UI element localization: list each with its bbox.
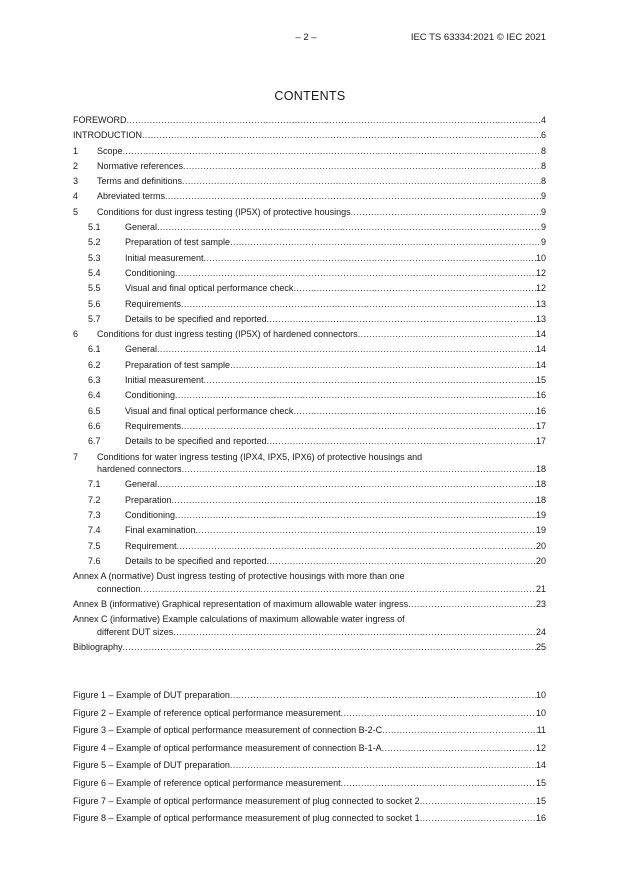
dot-leader [175,389,536,402]
entry-title: Requirement [125,540,177,551]
toc-line [73,478,546,491]
page-number: 14 [535,359,546,370]
toc-entry[interactable] [73,145,546,158]
dot-leader [196,524,536,537]
entry-title: Preparation of test sample [125,237,231,248]
entry-title: Normative references [97,160,184,171]
entry-title-continuation: different DUT sizes [97,626,174,637]
toc-entry[interactable] [73,267,546,280]
toc-line [73,759,546,772]
entry-title: Conditioning [125,267,176,278]
dot-leader [341,777,536,790]
section-number: 7.4 [88,525,101,536]
toc-line [73,145,546,158]
toc-entry[interactable] [73,570,546,595]
toc-line [73,509,546,522]
toc-entry[interactable] [73,494,546,507]
dot-leader [123,145,541,158]
entry-title: Figure 5 – Example of DUT preparation [73,760,230,771]
entry-title: Figure 2 – Example of reference optical performance measurement [73,707,341,718]
toc-entry[interactable] [73,540,546,553]
toc-line [73,114,546,127]
dot-leader [172,494,536,507]
toc-line [73,689,546,702]
entry-title: Details to be specified and reported [125,436,267,447]
dot-leader [175,509,536,522]
section-number: 6.5 [88,405,101,416]
toc-entry[interactable] [73,129,546,142]
toc-entry[interactable] [73,777,546,790]
dot-leader [157,343,536,356]
entry-title: Bibliography [73,642,123,652]
toc-line [73,298,546,311]
toc-entry[interactable] [73,206,546,219]
section-number: 6.2 [88,359,101,370]
toc-line [73,267,546,280]
dot-leader [141,583,536,596]
dot-leader [267,435,536,448]
page-number: 25 [535,642,546,652]
dot-leader [230,759,536,772]
toc-line [73,598,546,611]
entry-title: Abreviated terms [97,191,166,202]
dot-leader [204,252,536,265]
page-number: 16 [535,813,546,824]
toc-line [73,389,546,402]
toc-line-continuation [73,463,546,476]
toc-line [73,613,546,626]
section-number: 7.5 [88,540,101,551]
section-number: 5.1 [88,222,101,233]
dot-leader [173,626,536,639]
entry-title: Conditioning [125,390,176,401]
page-number: 15 [535,375,546,386]
toc-entry[interactable] [73,374,546,387]
page-number: 9 [540,222,546,233]
toc-line [73,435,546,448]
page-number: 17 [535,436,546,447]
section-number: 2 [73,160,79,171]
toc-line [73,359,546,372]
page-number: 18 [535,464,546,475]
dot-leader [204,374,536,387]
entry-title: Requirements [125,298,182,309]
toc-line [73,451,546,464]
toc-entry[interactable] [73,742,546,755]
toc-entry[interactable] [73,190,546,203]
dot-leader [181,420,536,433]
entry-title: Initial measurement [125,252,204,263]
page-number: 9 [540,191,546,202]
toc-line [73,405,546,418]
dot-leader [358,328,536,341]
entry-title: General [125,479,158,490]
toc-line [73,724,546,737]
page-number: 17 [535,420,546,431]
toc-line [73,236,546,249]
page-number: 15 [535,795,546,806]
entry-title: Conditions for water ingress testing (IPX4, IPX5, IPX6) of protective housings and [97,451,423,462]
toc-entry[interactable] [73,359,546,372]
section-number: 5.7 [88,313,101,324]
toc-entry[interactable] [73,420,546,433]
contents-title: CONTENTS [274,89,346,103]
toc-entry[interactable] [73,160,546,173]
page-number: 10 [535,690,546,700]
toc-entry[interactable] [73,707,546,720]
toc-line [73,328,546,341]
page-number: 16 [535,405,546,416]
page-number: 4 [540,115,546,125]
entry-title: Figure 7 – Example of optical performance measurement of plug connected to socket 2 [73,795,420,806]
page-number: 20 [535,555,546,566]
dot-leader [351,206,541,219]
toc-line [73,190,546,203]
dot-leader [382,742,536,755]
toc-line [73,570,546,583]
section-number: 1 [73,145,79,156]
toc-line [73,160,546,173]
dot-leader [157,221,541,234]
toc-line [73,707,546,720]
entry-title: Figure 6 – Example of reference optical performance measurement [73,777,341,788]
toc-line [73,795,546,808]
dot-leader [267,313,536,326]
toc-line [73,540,546,553]
document-reference: IEC TS 63334:2021 © IEC 2021 [410,32,546,43]
dot-leader [175,267,536,280]
page-number: 19 [535,525,546,536]
toc-line [73,221,546,234]
toc-line [73,777,546,790]
toc-entry[interactable] [73,343,546,356]
toc-entry[interactable] [73,689,546,702]
entry-title: Conditions for dust ingress testing (IP5X) of protective housings [97,206,351,217]
section-number: 6.3 [88,375,101,386]
toc-line [73,313,546,326]
dot-leader [230,689,536,702]
dot-leader [183,160,541,173]
dot-leader [177,540,536,553]
section-number: 5.2 [88,237,101,248]
section-number: 5.6 [88,298,101,309]
dot-leader [181,298,536,311]
dot-leader [341,707,536,720]
toc-line-continuation [73,626,546,639]
entry-title: Requirements [125,420,182,431]
section-number: 5.4 [88,267,101,278]
section-number: 6.6 [88,420,101,431]
toc-line [73,129,546,142]
entry-title-continuation: hardened connectors [97,464,182,475]
entry-title: Terms and definitions [97,176,183,187]
dot-leader [382,724,537,737]
dot-leader [182,463,536,476]
page-number: 14 [535,344,546,355]
toc-entry[interactable] [73,451,546,476]
entry-title: INTRODUCTION [73,130,142,141]
page-number: 10 [535,707,546,718]
toc-entry[interactable] [73,435,546,448]
toc-line [73,420,546,433]
page-number: 15 [535,777,546,788]
entry-title: Initial measurement [125,375,204,386]
toc-entry[interactable] [73,759,546,772]
page-number: 6 [540,130,546,141]
dot-leader [267,555,536,568]
entry-title: Annex C (informative) Example calculations of maximum allowable water ingress of [73,614,405,625]
section-number: 6.1 [88,344,101,355]
toc-entry[interactable] [73,282,546,295]
toc-entry[interactable] [73,812,546,825]
section-number: 7.6 [88,555,101,566]
dot-leader [408,598,536,611]
toc-entry[interactable] [73,236,546,249]
toc-entry[interactable] [73,478,546,491]
entry-title: Scope [97,145,123,156]
toc-entry[interactable] [73,613,546,638]
page-number: 12 [535,283,546,294]
toc-entry[interactable] [73,328,546,341]
entry-title: Annex A (normative) Dust ingress testing of protective housings with more than one [73,571,405,582]
toc-line [73,524,546,537]
page-number: – 2 – [295,32,317,43]
dot-leader [182,175,541,188]
section-number: 3 [73,176,79,187]
table-of-contents [73,114,546,656]
list-of-figures [73,689,546,830]
toc-entry[interactable] [73,641,546,654]
page-number: 8 [540,145,546,156]
page-number: 8 [540,160,546,171]
entry-title: General [125,344,158,355]
section-number: 6.7 [88,436,101,447]
entry-title: Conditioning [125,509,176,520]
page-number: 14 [535,760,546,771]
toc-entry[interactable] [73,313,546,326]
page-number: 13 [535,313,546,324]
toc-line [73,374,546,387]
toc-line [73,742,546,755]
dot-leader [293,405,536,418]
entry-title: Preparation [125,494,172,505]
section-number: 7.1 [88,479,101,490]
toc-line [73,175,546,188]
section-number: 7.2 [88,494,101,505]
entry-title: General [125,222,158,233]
entry-title: Figure 3 – Example of optical performance measurement of connection B-2-C [73,725,383,736]
section-number: 6 [73,329,79,340]
dot-leader [420,812,536,825]
toc-line [73,641,546,654]
entry-title: Visual and final optical performance check [125,405,294,416]
toc-entry[interactable] [73,298,546,311]
toc-line [73,555,546,568]
toc-line [73,282,546,295]
toc-entry[interactable] [73,555,546,568]
toc-entry[interactable] [73,598,546,611]
entry-title: Conditions for dust ingress testing (IP5X) of hardened connectors [97,329,358,340]
page-number: 10 [535,252,546,263]
page-number: 13 [535,298,546,309]
page-number: 20 [535,540,546,551]
entry-title-continuation: connection [97,583,141,594]
entry-title: Final examination [125,525,196,536]
entry-title: Visual and final optical performance check [125,283,294,294]
toc-entry[interactable] [73,795,546,808]
section-number: 7 [73,451,79,462]
toc-line [73,252,546,265]
dot-leader [127,114,541,127]
entry-title: Annex B (informative) Graphical representation of maximum allowable water ingress [73,598,409,609]
page-number: 14 [535,329,546,340]
page-number: 18 [535,479,546,490]
section-number: 7.3 [88,509,101,520]
entry-title: Figure 4 – Example of optical performance measurement of connection B-1-A [73,742,382,753]
dot-leader [420,795,536,808]
section-number: 5.3 [88,252,101,263]
toc-entry[interactable] [73,405,546,418]
entry-title: Preparation of test sample [125,359,231,370]
toc-entry[interactable] [73,114,546,127]
page-number: 12 [535,742,546,753]
toc-entry[interactable] [73,524,546,537]
entry-title: Details to be specified and reported [125,555,267,566]
page-number: 9 [540,206,546,217]
toc-line [73,494,546,507]
page-number: 16 [535,390,546,401]
dot-leader [293,282,536,295]
page-number: 12 [535,267,546,278]
page-number: 18 [535,494,546,505]
page-number: 9 [540,237,546,248]
toc-line-continuation [73,583,546,596]
toc-entry[interactable] [73,509,546,522]
page-number: 23 [535,598,546,609]
page-number: 24 [535,626,546,637]
toc-line [73,812,546,825]
page-number: 8 [540,176,546,187]
toc-entry[interactable] [73,724,546,737]
dot-leader [123,641,536,654]
dot-leader [157,478,536,491]
entry-title: FOREWORD [73,115,127,125]
entry-title: Figure 1 – Example of DUT preparation [73,690,230,700]
entry-title: Details to be specified and reported [125,313,267,324]
toc-entry[interactable] [73,221,546,234]
dot-leader [230,236,541,249]
toc-entry[interactable] [73,252,546,265]
section-number: 6.4 [88,390,101,401]
toc-entry[interactable] [73,175,546,188]
dot-leader [165,190,541,203]
section-number: 4 [73,191,79,202]
dot-leader [142,129,541,142]
section-number: 5 [73,206,79,217]
section-number: 5.5 [88,283,101,294]
page-number: 11 [536,725,546,736]
toc-entry[interactable] [73,389,546,402]
dot-leader [230,359,536,372]
page-number: 19 [535,509,546,520]
page-number: 21 [535,583,546,594]
toc-line [73,206,546,219]
toc-line [73,343,546,356]
entry-title: Figure 8 – Example of optical performance measurement of plug connected to socket 1 [73,813,420,824]
